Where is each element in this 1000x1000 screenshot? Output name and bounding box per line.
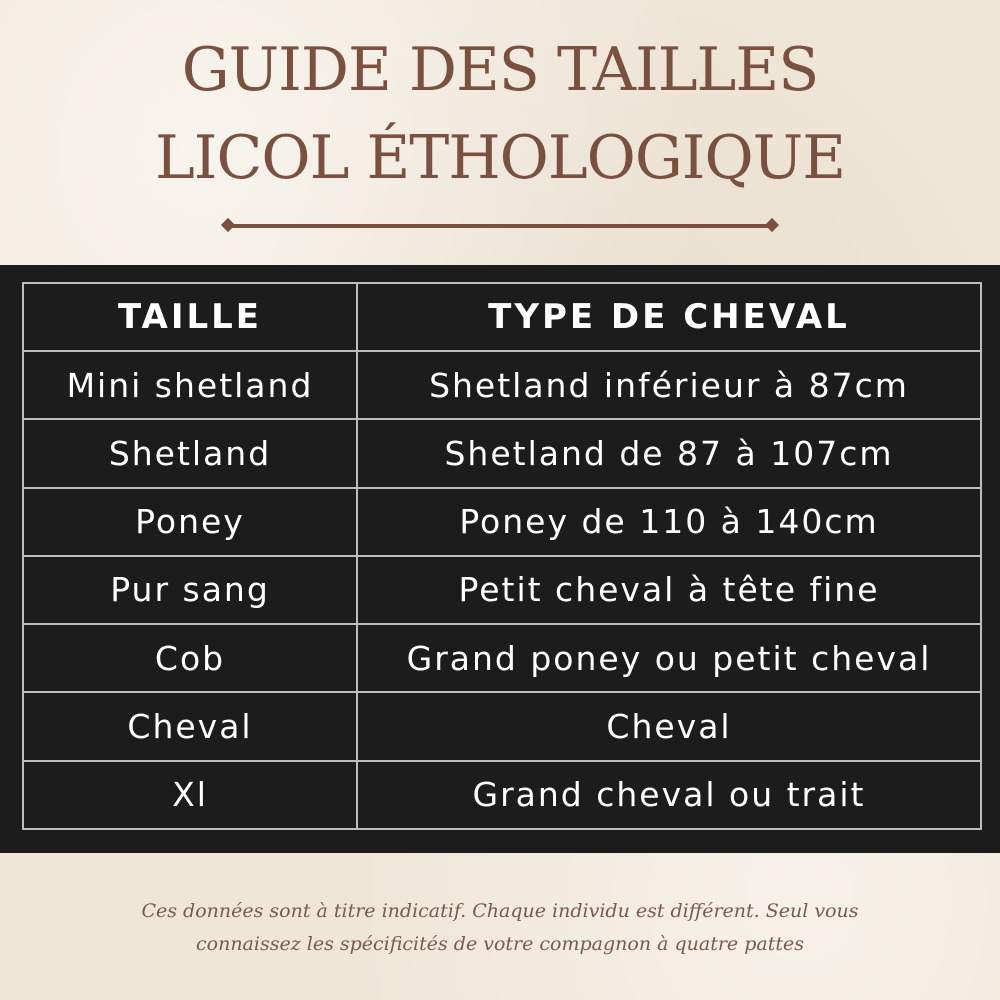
- horse-type-cell: Cheval: [357, 692, 981, 760]
- size-cell: Cob: [23, 624, 357, 692]
- table-row: [23, 419, 981, 487]
- page-title-line-1: GUIDE DES TAILLES: [181, 35, 819, 105]
- horse-type-cell: Grand poney ou petit cheval: [357, 624, 981, 692]
- table-header-row: [23, 283, 981, 351]
- table-row: [23, 488, 981, 556]
- page-title-line-2: LICOL ÉTHOLOGIQUE: [154, 123, 846, 193]
- table-row: [23, 624, 981, 692]
- horse-type-cell: Shetland de 87 à 107cm: [357, 419, 981, 487]
- table-row: [23, 761, 981, 829]
- size-cell: Poney: [23, 488, 357, 556]
- column-header-size: TAILLE: [23, 283, 357, 351]
- divider-diamond-left-icon: [221, 218, 235, 232]
- divider-diamond-right-icon: [765, 218, 779, 232]
- horse-type-cell: Petit cheval à tête fine: [357, 556, 981, 624]
- disclaimer: [0, 895, 1000, 961]
- size-cell: Cheval: [23, 692, 357, 760]
- size-cell: Mini shetland: [23, 351, 357, 419]
- table-row: [23, 351, 981, 419]
- horse-type-cell: Grand cheval ou trait: [357, 761, 981, 829]
- column-header-horse-type: TYPE DE CHEVAL: [357, 283, 981, 351]
- size-guide-table: [22, 282, 982, 830]
- table-row: [23, 692, 981, 760]
- header: [0, 0, 1000, 265]
- title-divider: [228, 224, 772, 228]
- disclaimer-line-1: Ces données sont à titre indicatif. Chaque individu est différent. Seul vous: [141, 900, 859, 922]
- horse-type-cell: Poney de 110 à 140cm: [357, 488, 981, 556]
- size-cell: Xl: [23, 761, 357, 829]
- size-cell: Pur sang: [23, 556, 357, 624]
- disclaimer-line-2: connaissez les spécificités de votre compagnon à quatre pattes: [196, 933, 804, 955]
- size-table-panel: [0, 265, 1000, 853]
- horse-type-cell: Shetland inférieur à 87cm: [357, 351, 981, 419]
- size-cell: Shetland: [23, 419, 357, 487]
- table-row: [23, 556, 981, 624]
